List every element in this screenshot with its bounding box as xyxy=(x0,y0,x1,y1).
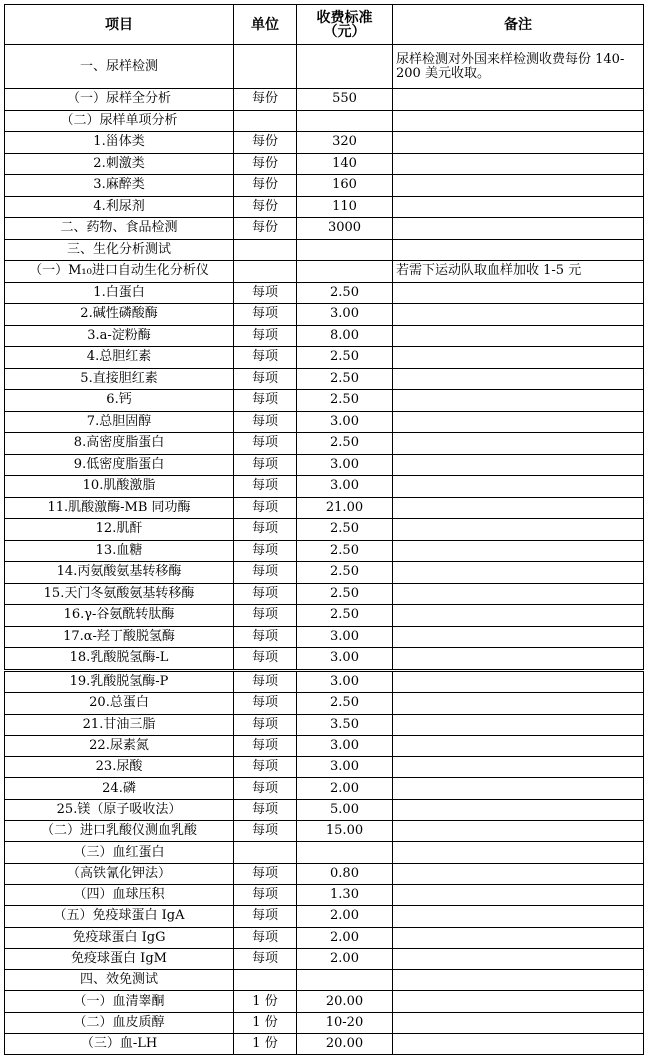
item-cell: （二）血皮质醇 xyxy=(5,1012,234,1033)
fee-cell: 21.00 xyxy=(297,497,393,519)
note-cell xyxy=(393,218,644,240)
item-cell: （二）尿样单项分析 xyxy=(5,110,234,132)
table-row xyxy=(5,562,644,584)
fee-cell: 0.80 xyxy=(297,863,393,884)
unit-cell: 每份 xyxy=(234,153,297,175)
unit-cell: 每项 xyxy=(234,476,297,498)
note-cell xyxy=(393,304,644,326)
item-cell: 一、尿样检测 xyxy=(5,45,234,89)
unit-cell xyxy=(234,239,297,261)
table-row xyxy=(5,927,644,948)
item-cell: 20.总蛋白 xyxy=(5,693,234,714)
fee-cell: 20.00 xyxy=(297,1034,393,1055)
table-row xyxy=(5,218,644,240)
note-cell xyxy=(393,239,644,261)
table-row xyxy=(5,132,644,154)
unit-cell: 每项 xyxy=(234,583,297,605)
fee-cell: 3.00 xyxy=(297,672,393,693)
fee-cell xyxy=(297,239,393,261)
fee-cell: 2.50 xyxy=(297,693,393,714)
unit-cell: 每项 xyxy=(234,948,297,969)
fee-cell: 3.00 xyxy=(297,626,393,648)
unit-cell: 每份 xyxy=(234,89,297,111)
unit-cell: 每项 xyxy=(234,884,297,905)
note-cell xyxy=(393,368,644,390)
item-cell: 25.镁（原子吸收法） xyxy=(5,799,234,820)
table-row xyxy=(5,714,644,735)
unit-cell: 每项 xyxy=(234,282,297,304)
item-cell: 12.肌酐 xyxy=(5,519,234,541)
unit-cell: 每项 xyxy=(234,605,297,627)
fee-cell: 320 xyxy=(297,132,393,154)
fee-cell: 2.50 xyxy=(297,390,393,412)
note-cell xyxy=(393,454,644,476)
unit-cell: 每项 xyxy=(234,927,297,948)
note-cell xyxy=(393,970,644,991)
item-cell: （一）血清睾酮 xyxy=(5,991,234,1012)
note-cell xyxy=(393,626,644,648)
note-cell xyxy=(393,476,644,498)
unit-cell: 每项 xyxy=(234,540,297,562)
note-cell xyxy=(393,519,644,541)
item-cell: 9.低密度脂蛋白 xyxy=(5,454,234,476)
header-unit: 单位 xyxy=(234,5,297,45)
item-cell: 18.乳酸脱氢酶-L xyxy=(5,648,234,670)
table-row xyxy=(5,196,644,218)
item-cell: 21.甘油三脂 xyxy=(5,714,234,735)
table-row xyxy=(5,583,644,605)
fee-cell: 2.00 xyxy=(297,927,393,948)
item-cell: 1.甾体类 xyxy=(5,132,234,154)
fee-cell xyxy=(297,261,393,283)
item-cell: 4.利尿剂 xyxy=(5,196,234,218)
item-cell: 3.a-淀粉酶 xyxy=(5,325,234,347)
unit-cell: 每项 xyxy=(234,863,297,884)
table-row xyxy=(5,948,644,969)
unit-cell: 每项 xyxy=(234,497,297,519)
fee-cell: 2.50 xyxy=(297,433,393,455)
note-cell xyxy=(393,196,644,218)
note-cell xyxy=(393,906,644,927)
unit-cell: 每项 xyxy=(234,411,297,433)
table-row xyxy=(5,411,644,433)
fee-cell: 2.50 xyxy=(297,368,393,390)
header-item: 项目 xyxy=(5,5,234,45)
note-cell xyxy=(393,605,644,627)
item-cell: （四）血球压积 xyxy=(5,884,234,905)
note-cell xyxy=(393,175,644,197)
item-cell: （五）免疫球蛋白 IgA xyxy=(5,906,234,927)
table-row xyxy=(5,347,644,369)
note-cell xyxy=(393,714,644,735)
fee-cell xyxy=(297,970,393,991)
fee-cell: 2.00 xyxy=(297,906,393,927)
table-row xyxy=(5,735,644,756)
note-cell xyxy=(393,153,644,175)
table-row xyxy=(5,648,644,670)
unit-cell: 每项 xyxy=(234,714,297,735)
fee-cell: 2.50 xyxy=(297,519,393,541)
unit-cell: 每项 xyxy=(234,778,297,799)
fee-cell: 8.00 xyxy=(297,325,393,347)
unit-cell: 每项 xyxy=(234,325,297,347)
table-row xyxy=(5,626,644,648)
fee-cell: 160 xyxy=(297,175,393,197)
table-row xyxy=(5,239,644,261)
fee-cell xyxy=(297,45,393,89)
table-row xyxy=(5,89,644,111)
item-cell: 19.乳酸脱氢酶-P xyxy=(5,672,234,693)
unit-cell: 每份 xyxy=(234,218,297,240)
fee-cell: 3.00 xyxy=(297,735,393,756)
item-cell: （二）进口乳酸仪测血乳酸 xyxy=(5,821,234,842)
item-cell: 5.直接胆红素 xyxy=(5,368,234,390)
unit-cell: 每项 xyxy=(234,390,297,412)
fee-cell: 20.00 xyxy=(297,991,393,1012)
table-row xyxy=(5,261,644,283)
item-cell: 2.刺激类 xyxy=(5,153,234,175)
table-header-row xyxy=(5,5,644,45)
fee-cell: 2.00 xyxy=(297,948,393,969)
item-cell: 3.麻醉类 xyxy=(5,175,234,197)
unit-cell: 1 份 xyxy=(234,991,297,1012)
fee-table-part-2 xyxy=(4,671,644,1055)
item-cell: 4.总胆红素 xyxy=(5,347,234,369)
fee-cell: 110 xyxy=(297,196,393,218)
note-cell xyxy=(393,1012,644,1033)
fee-cell: 2.00 xyxy=(297,778,393,799)
note-cell xyxy=(393,110,644,132)
table-row xyxy=(5,693,644,714)
table-row xyxy=(5,605,644,627)
unit-cell: 每项 xyxy=(234,562,297,584)
unit-cell xyxy=(234,110,297,132)
header-fee-text: 收费标准 （元） xyxy=(316,9,373,40)
table-row xyxy=(5,991,644,1012)
fee-cell: 550 xyxy=(297,89,393,111)
item-cell: 23.尿酸 xyxy=(5,757,234,778)
note-cell xyxy=(393,583,644,605)
unit-cell: 每项 xyxy=(234,906,297,927)
item-cell: 13.血糖 xyxy=(5,540,234,562)
table-row xyxy=(5,433,644,455)
item-cell: 二、药物、食品检测 xyxy=(5,218,234,240)
note-cell xyxy=(393,540,644,562)
table-row xyxy=(5,672,644,693)
fee-cell: 140 xyxy=(297,153,393,175)
fee-cell: 2.50 xyxy=(297,562,393,584)
unit-cell: 每份 xyxy=(234,132,297,154)
table-row xyxy=(5,304,644,326)
table-row xyxy=(5,497,644,519)
table-row xyxy=(5,799,644,820)
item-cell: 16.γ-谷氨酰转肽酶 xyxy=(5,605,234,627)
fee-table-part-1 xyxy=(4,4,644,670)
table-row xyxy=(5,778,644,799)
unit-cell: 每项 xyxy=(234,368,297,390)
item-cell: 24.磷 xyxy=(5,778,234,799)
item-cell: 三、生化分析测试 xyxy=(5,239,234,261)
fee-cell: 3.00 xyxy=(297,411,393,433)
item-cell: 22.尿素氮 xyxy=(5,735,234,756)
item-cell: 6.钙 xyxy=(5,390,234,412)
unit-cell: 1 份 xyxy=(234,1012,297,1033)
note-cell: 尿样检测对外国来样检测收费每份 140-200 美元收取。 xyxy=(393,45,644,89)
item-cell: 7.总胆固醇 xyxy=(5,411,234,433)
fee-cell xyxy=(297,110,393,132)
fee-cell xyxy=(297,842,393,863)
table-row xyxy=(5,1012,644,1033)
fee-cell: 10-20 xyxy=(297,1012,393,1033)
table-row xyxy=(5,476,644,498)
unit-cell: 每项 xyxy=(234,693,297,714)
table-row xyxy=(5,842,644,863)
fee-cell: 3.50 xyxy=(297,714,393,735)
item-cell: 8.高密度脂蛋白 xyxy=(5,433,234,455)
unit-cell: 每份 xyxy=(234,175,297,197)
header-fee xyxy=(297,5,393,45)
item-cell: （一）尿样全分析 xyxy=(5,89,234,111)
unit-cell: 每项 xyxy=(234,648,297,670)
table-row xyxy=(5,368,644,390)
note-cell xyxy=(393,948,644,969)
header-note: 备注 xyxy=(393,5,644,45)
note-cell xyxy=(393,693,644,714)
fee-cell: 2.50 xyxy=(297,282,393,304)
note-cell xyxy=(393,89,644,111)
unit-cell xyxy=(234,970,297,991)
note-cell xyxy=(393,132,644,154)
item-cell: （三）血红蛋白 xyxy=(5,842,234,863)
fee-cell: 3.00 xyxy=(297,757,393,778)
note-cell xyxy=(393,347,644,369)
unit-cell: 每项 xyxy=(234,347,297,369)
item-cell: 15.天门冬氨酸氨基转移酶 xyxy=(5,583,234,605)
note-cell xyxy=(393,325,644,347)
table-row xyxy=(5,390,644,412)
item-cell: （三）血-LH xyxy=(5,1034,234,1055)
unit-cell xyxy=(234,842,297,863)
table-row xyxy=(5,153,644,175)
note-cell xyxy=(393,778,644,799)
item-cell: 14.丙氨酸氨基转移酶 xyxy=(5,562,234,584)
table-row xyxy=(5,175,644,197)
unit-cell: 每项 xyxy=(234,799,297,820)
item-cell: 免疫球蛋白 IgM xyxy=(5,948,234,969)
table-row xyxy=(5,906,644,927)
fee-cell: 3000 xyxy=(297,218,393,240)
note-cell xyxy=(393,390,644,412)
fee-cell: 2.50 xyxy=(297,347,393,369)
item-cell: 四、效免测试 xyxy=(5,970,234,991)
item-cell: 10.肌酸激脂 xyxy=(5,476,234,498)
unit-cell: 每项 xyxy=(234,757,297,778)
note-cell xyxy=(393,842,644,863)
note-cell xyxy=(393,497,644,519)
table-row xyxy=(5,757,644,778)
item-cell: 1.白蛋白 xyxy=(5,282,234,304)
unit-cell xyxy=(234,261,297,283)
note-cell xyxy=(393,821,644,842)
fee-cell: 2.50 xyxy=(297,605,393,627)
note-cell xyxy=(393,927,644,948)
table-row xyxy=(5,884,644,905)
table-row xyxy=(5,454,644,476)
unit-cell: 每项 xyxy=(234,433,297,455)
table-row xyxy=(5,821,644,842)
unit-cell: 每项 xyxy=(234,454,297,476)
table-row xyxy=(5,519,644,541)
table-row xyxy=(5,110,644,132)
fee-cell: 1.30 xyxy=(297,884,393,905)
fee-cell: 15.00 xyxy=(297,821,393,842)
note-cell: 若需下运动队取血样加收 1-5 元 xyxy=(393,261,644,283)
table-row xyxy=(5,540,644,562)
note-cell xyxy=(393,562,644,584)
item-cell: （一）M₁₀进口自动生化分析仪 xyxy=(5,261,234,283)
table-row xyxy=(5,1034,644,1055)
fee-cell: 5.00 xyxy=(297,799,393,820)
note-cell xyxy=(393,799,644,820)
unit-cell: 每项 xyxy=(234,626,297,648)
item-cell: 免疫球蛋白 IgG xyxy=(5,927,234,948)
unit-cell: 每项 xyxy=(234,304,297,326)
unit-cell: 每项 xyxy=(234,735,297,756)
fee-cell: 3.00 xyxy=(297,454,393,476)
item-cell: 17.α-羟丁酸脱氢酶 xyxy=(5,626,234,648)
unit-cell: 每项 xyxy=(234,672,297,693)
note-cell xyxy=(393,991,644,1012)
fee-cell: 2.50 xyxy=(297,540,393,562)
fee-cell: 3.00 xyxy=(297,476,393,498)
unit-cell: 每项 xyxy=(234,519,297,541)
table-row xyxy=(5,970,644,991)
note-cell xyxy=(393,863,644,884)
note-cell xyxy=(393,648,644,670)
note-cell xyxy=(393,411,644,433)
unit-cell: 每项 xyxy=(234,821,297,842)
note-cell xyxy=(393,672,644,693)
unit-cell: 每份 xyxy=(234,196,297,218)
table-row xyxy=(5,325,644,347)
note-cell xyxy=(393,735,644,756)
table-row xyxy=(5,45,644,89)
fee-cell: 2.50 xyxy=(297,583,393,605)
note-cell xyxy=(393,1034,644,1055)
unit-cell xyxy=(234,45,297,89)
fee-cell: 3.00 xyxy=(297,648,393,670)
table-row xyxy=(5,282,644,304)
item-cell: 2.碱性磷酸酶 xyxy=(5,304,234,326)
item-cell: 11.肌酸激酶-MB 同功酶 xyxy=(5,497,234,519)
fee-cell: 3.00 xyxy=(297,304,393,326)
note-cell xyxy=(393,757,644,778)
unit-cell: 1 份 xyxy=(234,1034,297,1055)
note-cell xyxy=(393,884,644,905)
table-row xyxy=(5,863,644,884)
note-cell xyxy=(393,282,644,304)
note-cell xyxy=(393,433,644,455)
item-cell: （高铁氰化钾法） xyxy=(5,863,234,884)
